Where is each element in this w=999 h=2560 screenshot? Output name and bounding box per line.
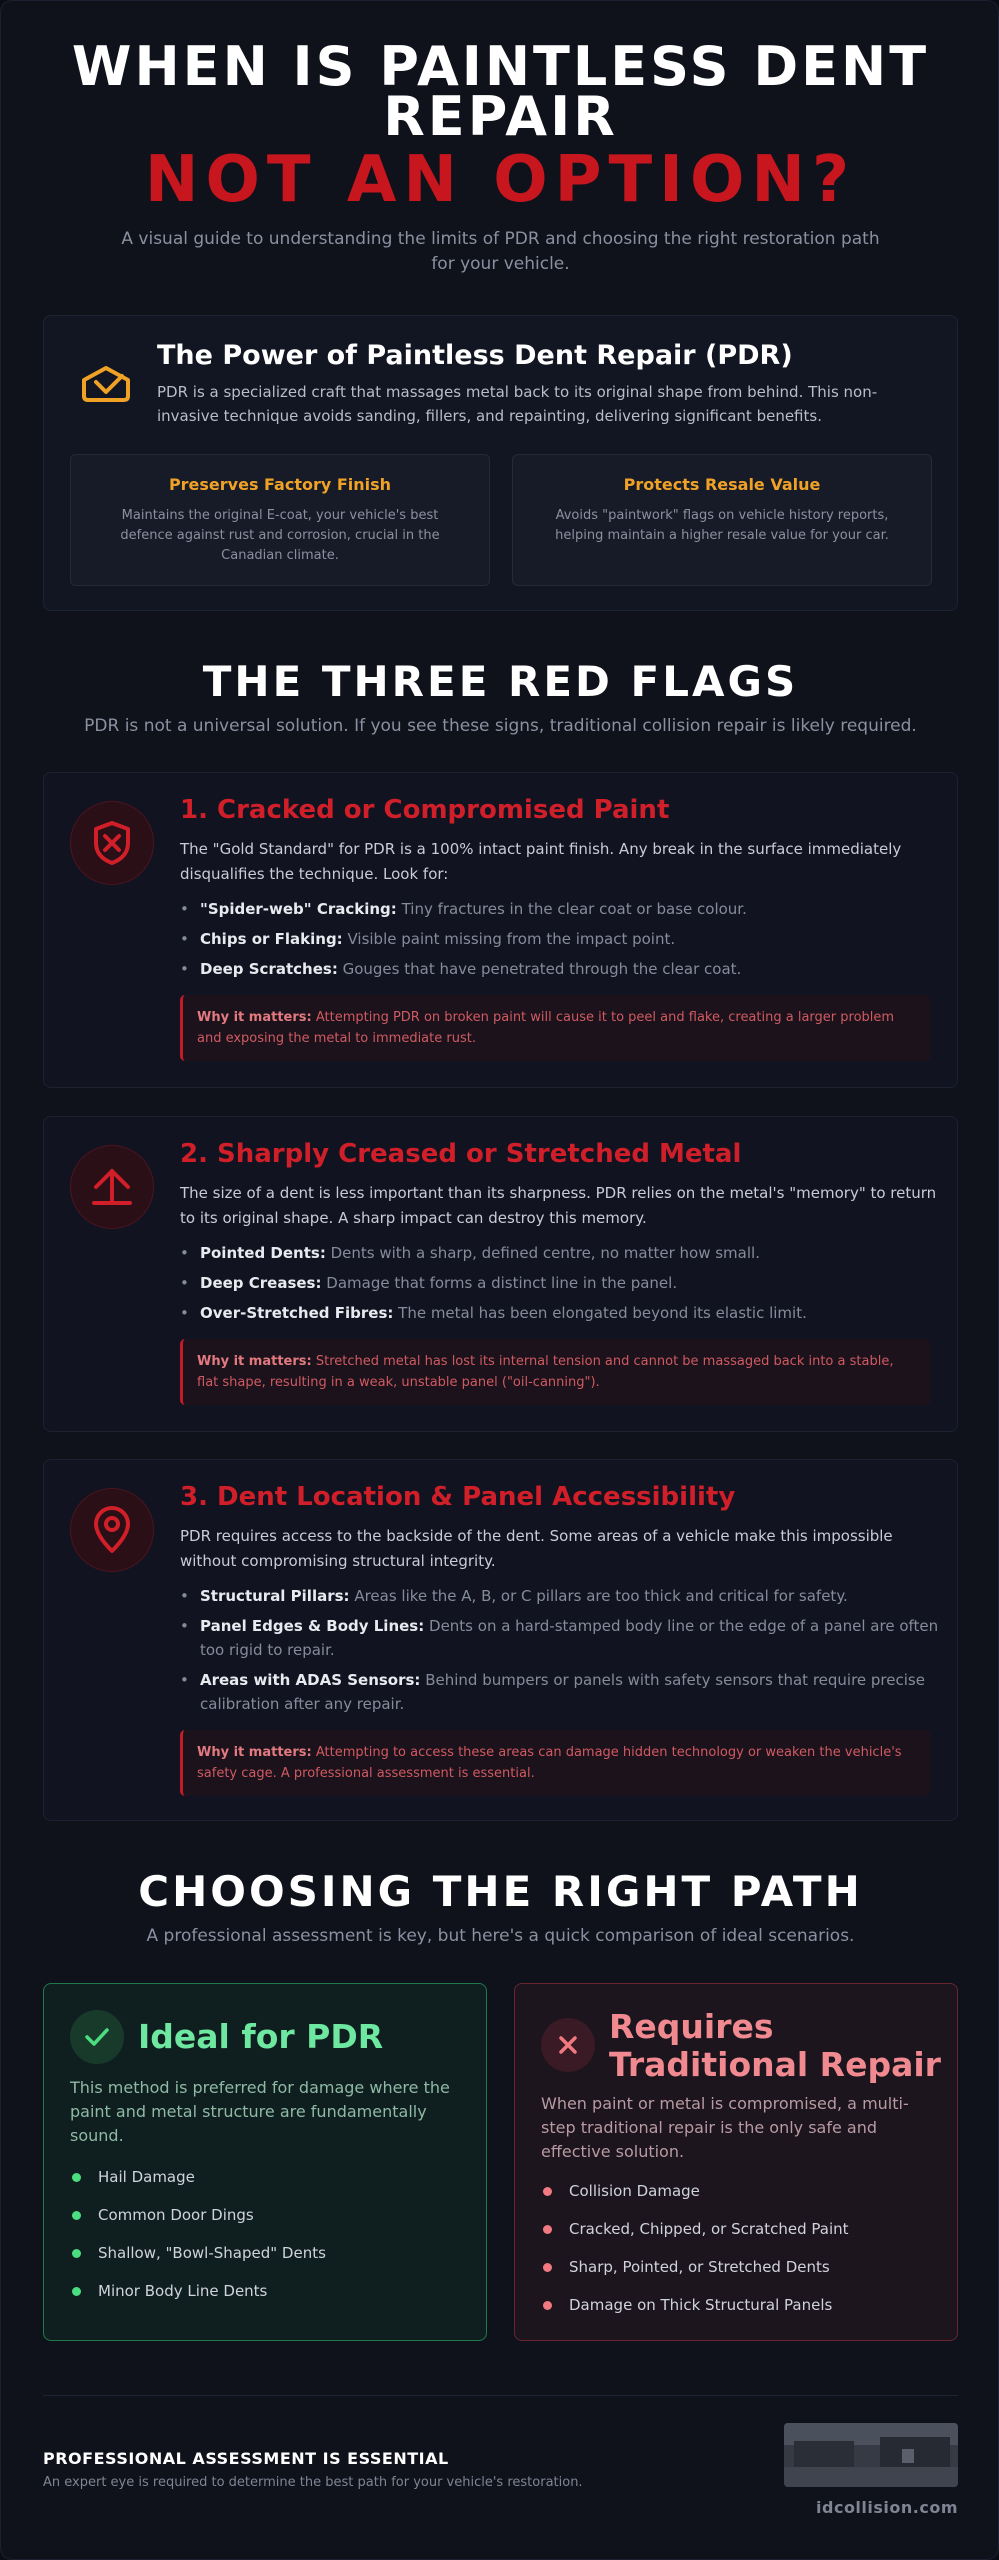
x-icon: [541, 2018, 595, 2072]
list-item: Common Door Dings: [70, 2206, 460, 2224]
map-pin-icon: [70, 1488, 154, 1572]
feature-text: Maintains the original E-coat, your vehicle's best defence against rust and corrosion, crucial in the Canadian climate.: [120, 508, 440, 563]
feature-text: Avoids "paintwork" flags on vehicle history reports, helping maintain a higher resale value for your car.: [555, 508, 889, 543]
list-item: • Deep Scratches: Gouges that have penetrated through the clear coat.: [180, 957, 940, 981]
page-title-line2: REPAIR: [383, 85, 618, 148]
why-it-matters-callout: Why it matters: Attempting PDR on broken paint will cause it to peel and flake, creating a larger problem and exposing the metal to immediate rust.: [180, 995, 931, 1061]
list-item: • Deep Creases: Damage that forms a distinct line in the panel.: [180, 1271, 940, 1295]
traditional-repair-list: [541, 2182, 941, 2334]
red-flags-subtitle: PDR is not a universal solution. If you see these signs, traditional collision repair is likely required.: [84, 716, 917, 736]
feature-factory-finish: [70, 454, 490, 586]
pdr-benefits-description: PDR is a specialized craft that massages metal back to its original shape from behind. This non-invasive technique avoids sanding, fillers, and repainting, delivering significant benefits.: [157, 383, 878, 425]
footer-subtitle: An expert eye is required to determine the best path for your vehicle's restoration.: [43, 2475, 583, 2490]
list-item: Shallow, "Bowl-Shaped" Dents: [70, 2244, 460, 2262]
list-item: Collision Damage: [541, 2182, 941, 2200]
page-title-highlight: NOT AN OPTION?: [144, 143, 857, 217]
traditional-repair-title-line2: Traditional Repair: [609, 2045, 941, 2084]
red-flag-card-3: [43, 1459, 958, 1821]
red-flag-card-2: [43, 1116, 958, 1432]
page-title-line1: WHEN IS PAINTLESS DENT: [71, 35, 930, 98]
footer-title: PROFESSIONAL ASSESSMENT IS ESSENTIAL: [43, 2449, 449, 2468]
red-flag-description: The "Gold Standard" for PDR is a 100% intact paint finish. Any break in the surface immediately disqualifies the technique. Look for:: [180, 840, 902, 883]
list-item: • Pointed Dents: Dents with a sharp, defined centre, no matter how small.: [180, 1241, 940, 1265]
arrow-up-line-icon: [70, 1145, 154, 1229]
red-flag-title: 3. Dent Location & Panel Accessibility: [180, 1482, 736, 1512]
list-item: Damage on Thick Structural Panels: [541, 2296, 941, 2314]
pdr-benefits-title: The Power of Paintless Dent Repair (PDR): [157, 340, 793, 371]
list-item: Minor Body Line Dents: [70, 2282, 460, 2300]
list-item: • "Spider-web" Cracking: Tiny fractures in the clear coat or base colour.: [180, 897, 940, 921]
red-flag-description: PDR requires access to the backside of the dent. Some areas of a vehicle make this impossible without compromising structural integrity.: [180, 1527, 893, 1570]
feature-resale-value: [512, 454, 932, 586]
traditional-repair-title-line1: Requires: [609, 2007, 774, 2046]
ideal-for-pdr-title: Ideal for PDR: [138, 2017, 384, 2056]
why-it-matters-callout: Why it matters: Stretched metal has lost its internal tension and cannot be massaged back into a stable, flat shape, resulting in a weak, unstable panel ("oil-canning").: [180, 1339, 931, 1405]
red-flag-title: 2. Sharply Creased or Stretched Metal: [180, 1139, 742, 1169]
ideal-for-pdr-card: [43, 1983, 487, 2341]
red-flag-bullet-list: [180, 897, 940, 987]
red-flag-description: The size of a dent is less important than its sharpness. PDR relies on the metal's "memory" to return to its original shape. A sharp impact can destroy this memory.: [180, 1184, 937, 1227]
list-item: Sharp, Pointed, or Stretched Dents: [541, 2258, 941, 2276]
car-wash-icon: [78, 362, 134, 406]
shop-photo-image: [784, 2423, 958, 2487]
list-item: • Areas with ADAS Sensors: Behind bumpers or panels with safety sensors that require precise calibration after any repair.: [180, 1668, 940, 1716]
red-flag-card-1: [43, 772, 958, 1088]
red-flag-title: 1. Cracked or Compromised Paint: [180, 795, 670, 825]
pdr-benefits-card: [43, 315, 958, 611]
traditional-repair-text: When paint or metal is compromised, a multi-step traditional repair is the only safe and effective solution.: [541, 2094, 909, 2161]
website-domain[interactable]: idcollision.com: [816, 2498, 958, 2517]
page-subtitle-line2: for your vehicle.: [431, 254, 570, 274]
choosing-path-subtitle: A professional assessment is key, but here's a quick comparison of ideal scenarios.: [146, 1926, 855, 1946]
why-it-matters-callout: Why it matters: Attempting to access these areas can damage hidden technology or weaken the vehicle's safety cage. A professional assessment is essential.: [180, 1730, 931, 1796]
list-item: • Panel Edges & Body Lines: Dents on a hard-stamped body line or the edge of a panel are often too rigid to repair.: [180, 1614, 940, 1662]
check-icon: [70, 2010, 124, 2064]
page-subtitle-line1: A visual guide to understanding the limits of PDR and choosing the right restoration path: [121, 229, 880, 249]
list-item: Cracked, Chipped, or Scratched Paint: [541, 2220, 941, 2238]
list-item: Hail Damage: [70, 2168, 460, 2186]
red-flag-bullet-list: [180, 1584, 940, 1722]
footer-divider: [43, 2395, 958, 2396]
list-item: • Over-Stretched Fibres: The metal has been elongated beyond its elastic limit.: [180, 1301, 940, 1325]
list-item: • Chips or Flaking: Visible paint missing from the impact point.: [180, 927, 940, 951]
red-flags-title: THE THREE RED FLAGS: [202, 657, 799, 706]
red-flag-bullet-list: [180, 1241, 940, 1331]
list-item: • Structural Pillars: Areas like the A, B, or C pillars are too thick and critical for safety.: [180, 1584, 940, 1608]
feature-title: Protects Resale Value: [623, 475, 821, 494]
ideal-for-pdr-text: This method is preferred for damage where the paint and metal structure are fundamentally sound.: [70, 2078, 450, 2145]
ideal-for-pdr-list: [70, 2168, 460, 2320]
traditional-repair-card: [514, 1983, 958, 2341]
choosing-path-title: CHOOSING THE RIGHT PATH: [138, 1867, 863, 1916]
shield-x-icon: [70, 801, 154, 885]
feature-title: Preserves Factory Finish: [168, 475, 392, 494]
